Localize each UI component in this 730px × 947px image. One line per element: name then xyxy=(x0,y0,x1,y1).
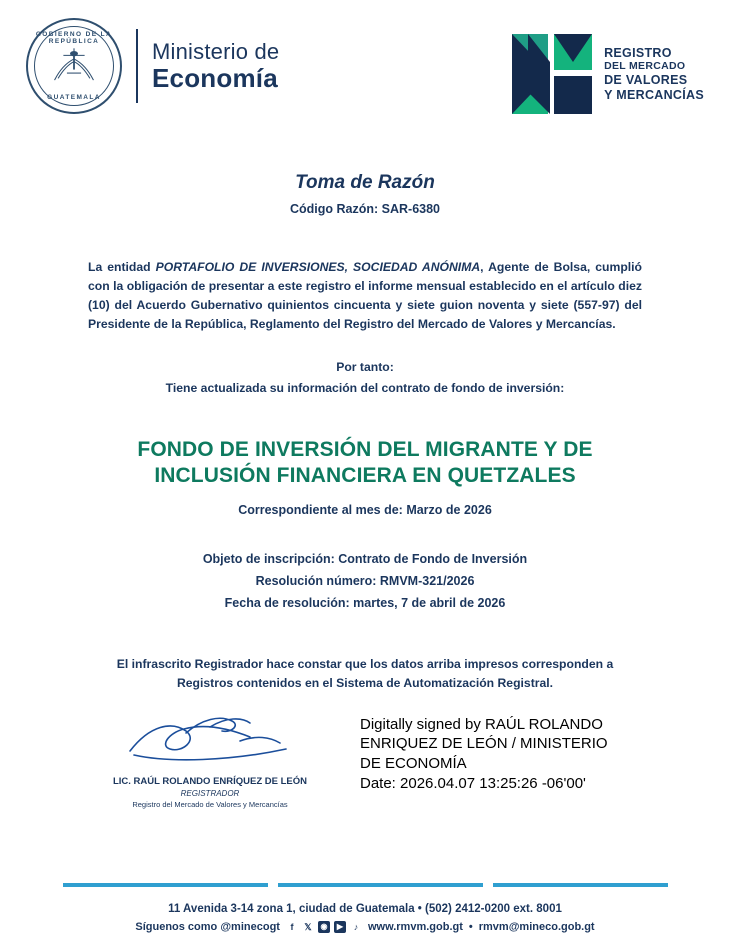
footer-separator: • xyxy=(468,921,473,933)
national-emblem-icon xyxy=(47,43,101,89)
digital-signature-text xyxy=(360,711,710,794)
registry-line-4: Y MERCANCÍAS xyxy=(604,87,704,102)
signer-office: Registro del Mercado de Valores y Mercancías xyxy=(132,799,288,809)
digital-signature-line-1: Digitally signed by RAÚL ROLANDO xyxy=(360,715,603,733)
ministry-title xyxy=(152,40,279,93)
tiktok-icon[interactable]: ♪ xyxy=(353,922,359,932)
fund-name-line-1: FONDO DE INVERSIÓN DEL MIGRANTE Y DE xyxy=(137,437,593,461)
footer-rule-segment-3 xyxy=(493,883,668,887)
digital-signature-line-2: ENRIQUEZ DE LEÓN / MINISTERIO xyxy=(360,735,608,753)
fund-name-line-2: INCLUSIÓN FINANCIERA EN QUETZALES xyxy=(154,463,576,487)
instagram-icon[interactable]: ◉ xyxy=(318,921,330,933)
paragraph-prefix: La entidad xyxy=(88,260,156,274)
seal-bottom-text: GUATEMALA xyxy=(47,94,101,101)
meta-resolucion-numero: Resolución número: RMVM-321/2026 xyxy=(255,574,475,588)
meta-fecha-resolucion: Fecha de resolución: martes, 7 de abril de 2026 xyxy=(224,595,506,610)
footer-social-row xyxy=(0,921,730,933)
entity-name: PORTAFOLIO DE INVERSIONES, SOCIEDAD ANÓNIMA xyxy=(155,260,481,274)
x-twitter-icon[interactable]: 𝕏 xyxy=(304,922,312,932)
footer-website[interactable]: www.rmvm.gob.gt xyxy=(367,921,463,933)
document-footer xyxy=(0,883,730,933)
code-razon xyxy=(88,202,642,216)
footer-rule-gap-1 xyxy=(268,883,278,887)
footer-email[interactable]: rmvm@mineco.gob.gt xyxy=(478,921,595,933)
ministry-line-1: Ministerio de xyxy=(152,38,280,64)
legal-paragraph xyxy=(88,258,642,334)
document-body xyxy=(0,172,730,693)
registry-line-3: DE VALORES xyxy=(604,72,688,87)
registration-meta xyxy=(88,549,642,615)
handwritten-signature xyxy=(60,711,360,809)
registry-branding xyxy=(510,18,704,116)
por-tanto-label: Por tanto: xyxy=(336,359,394,374)
fund-name xyxy=(88,437,642,490)
footer-rule-segment-2 xyxy=(278,883,483,887)
seal-top-text: GOBIERNO DE LA REPÚBLICA xyxy=(35,31,113,45)
subline-text: Tiene actualizada su información del contrato de fondo de inversión: xyxy=(165,380,565,395)
document-header xyxy=(0,0,730,140)
code-razon-label: Código Razón: xyxy=(289,202,379,216)
registry-line-1: REGISTRO xyxy=(604,45,672,60)
footer-rule-gap-2 xyxy=(483,883,493,887)
digital-signature-date: Date: 2026.04.07 13:25:26 -06'00' xyxy=(360,774,586,792)
social-icon-group xyxy=(286,921,362,933)
header-divider xyxy=(136,29,138,103)
signer-role: REGISTRADOR xyxy=(180,788,240,798)
footer-rule xyxy=(0,883,730,887)
registry-title xyxy=(604,46,704,103)
closing-statement xyxy=(88,655,642,693)
registry-line-2: DEL MERCADO xyxy=(604,60,686,73)
fund-period: Correspondiente al mes de: Marzo de 2026 xyxy=(238,503,492,518)
meta-objeto: Objeto de inscripción: Contrato de Fondo de Inversión xyxy=(202,552,528,567)
handwritten-signature-icon xyxy=(90,711,330,769)
closing-line-1: El infrascrito Registrador hace constar que los datos arriba impresos corresponden a xyxy=(116,656,614,671)
national-seal xyxy=(26,18,122,114)
youtube-icon[interactable]: ▶ xyxy=(334,921,346,933)
page-title: Toma de Razón xyxy=(295,172,435,193)
signer-name: LIC. RAÚL ROLANDO ENRÍQUEZ DE LEÓN xyxy=(112,775,308,787)
facebook-icon[interactable]: f xyxy=(290,922,294,932)
paragraph-rest: , Agente de Bolsa, cumplió con la obligación de presentar a este registro el informe mensual establecido en el artículo diez (10) del Acuerdo Gubernativo quinientos cincuenta y siete guion noventa y siete (557-97) del Presidente de la República, Reglamento del Registro del Mercado de Valores y Mercancías. xyxy=(88,260,642,331)
signature-block xyxy=(0,711,730,809)
footer-rule-segment-1 xyxy=(63,883,268,887)
footer-address: 11 Avenida 3-14 zona 1, ciudad de Guatemala • (502) 2412-0200 ext. 8001 xyxy=(168,903,562,915)
ministry-line-2: Economía xyxy=(152,62,278,93)
ministry-branding xyxy=(26,18,279,114)
digital-signature-line-3: DE ECONOMÍA xyxy=(360,755,467,773)
code-razon-value: SAR-6380 xyxy=(381,202,441,216)
footer-follow-label: Síguenos como @minecogt xyxy=(135,921,280,933)
rmvm-logo-icon xyxy=(510,32,594,116)
closing-line-2: Registros contenidos en el Sistema de Automatización Registral. xyxy=(176,675,554,690)
